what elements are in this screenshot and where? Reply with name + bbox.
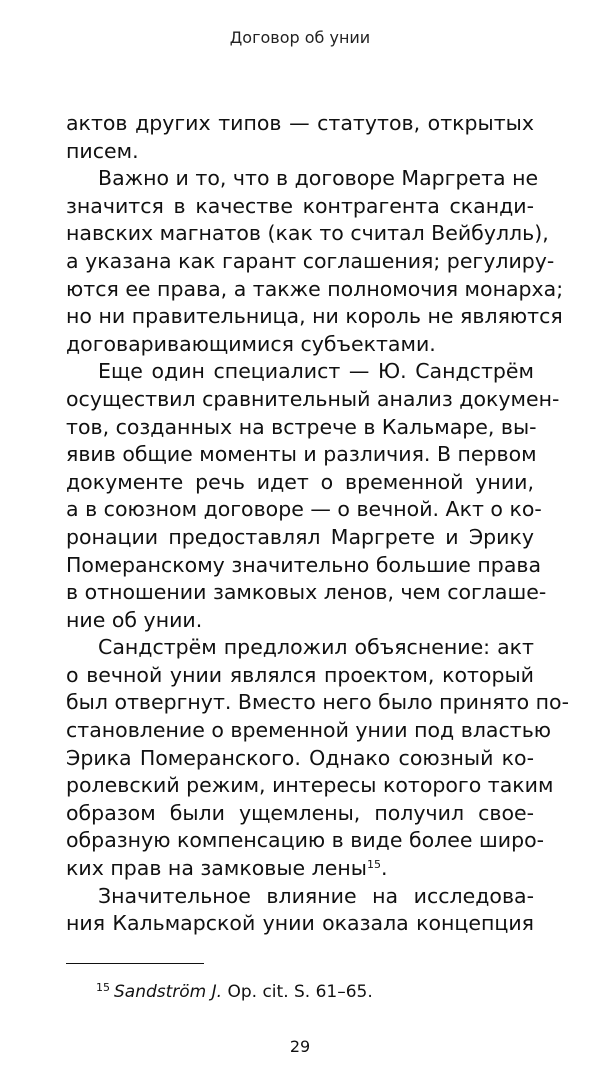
text-line: явив общие моменты и различия. В первом [66,442,537,467]
text-line: актов других типов — статутов, открытых [66,111,534,135]
text-line: документе речь идет о временной унии, [66,469,534,494]
footnote-divider [66,963,204,964]
text-line: ния Кальмарской унии оказала концепция [66,911,534,936]
text-line: а в союзном договоре — о вечной. Акт о ко- [66,497,542,522]
text-line: ются ее права, а также полномочия монарха; [66,276,564,301]
text-line: осуществил сравнительный анализ докумен- [66,386,560,411]
text-line: писем. [66,138,139,163]
text-line: тов, созданных на встрече в Кальмаре, вы- [66,414,537,439]
footnote-number: 15 [96,981,110,994]
text-line: Эрика Померанского. Однако союзный ко- [66,745,534,770]
page-number: 29 [289,1037,311,1056]
text-line: о вечной унии являлся проектом, который [66,662,534,687]
text-line: становление о временной унии под властью [66,718,552,743]
text-line: ронации предоставлял Маргрете и Эрику [66,524,534,549]
text-line: Еще один специалист — Ю. Сандстрём [98,359,534,384]
footnote-reference[interactable]: 15 [366,858,381,872]
text-line: образную компенсацию в виде более широ- [66,828,545,853]
text-line: образом были ущемлены, получил свое- [66,800,534,825]
body-text [66,110,569,938]
text-line: а указана как гарант соглашения; регулиру- [66,248,555,273]
text-line: Важно и то, что в договоре Маргрета не [98,166,539,191]
text-line: Померанскому значительно большие права [66,552,542,577]
footnote-author: Sandström J. [114,982,223,1002]
footnote-reference-text: Op. cit. S. 61–65. [227,982,373,1002]
footnote [96,981,373,1003]
text-line: ролевский режим, интересы которого таким [66,773,554,798]
running-head-title: Договор об унии [229,28,371,47]
text-line: был отвергнут. Вместо него было принято по- [66,690,569,715]
text-line: Значительное влияние на исследова- [98,883,534,908]
text-line-content: ких прав на замковые лены [66,856,367,881]
text-line: в отношении замковых ленов, чем соглаше- [66,580,547,605]
text-line: Сандстрём предложил объяснение: акт [98,635,534,660]
text-line: договаривающимися субъектами. [66,331,436,356]
text-line-with-footnote: ких прав на замковые лены$^{15}$. [66,856,388,881]
text-line: навских магнатов (как то считал Вейбулль), [66,221,549,246]
text-line: ние об унии. [66,607,203,632]
text-line: но ни правительница, ни король не являются [66,304,563,329]
text-line: значится в качестве контрагента сканди- [66,193,534,218]
